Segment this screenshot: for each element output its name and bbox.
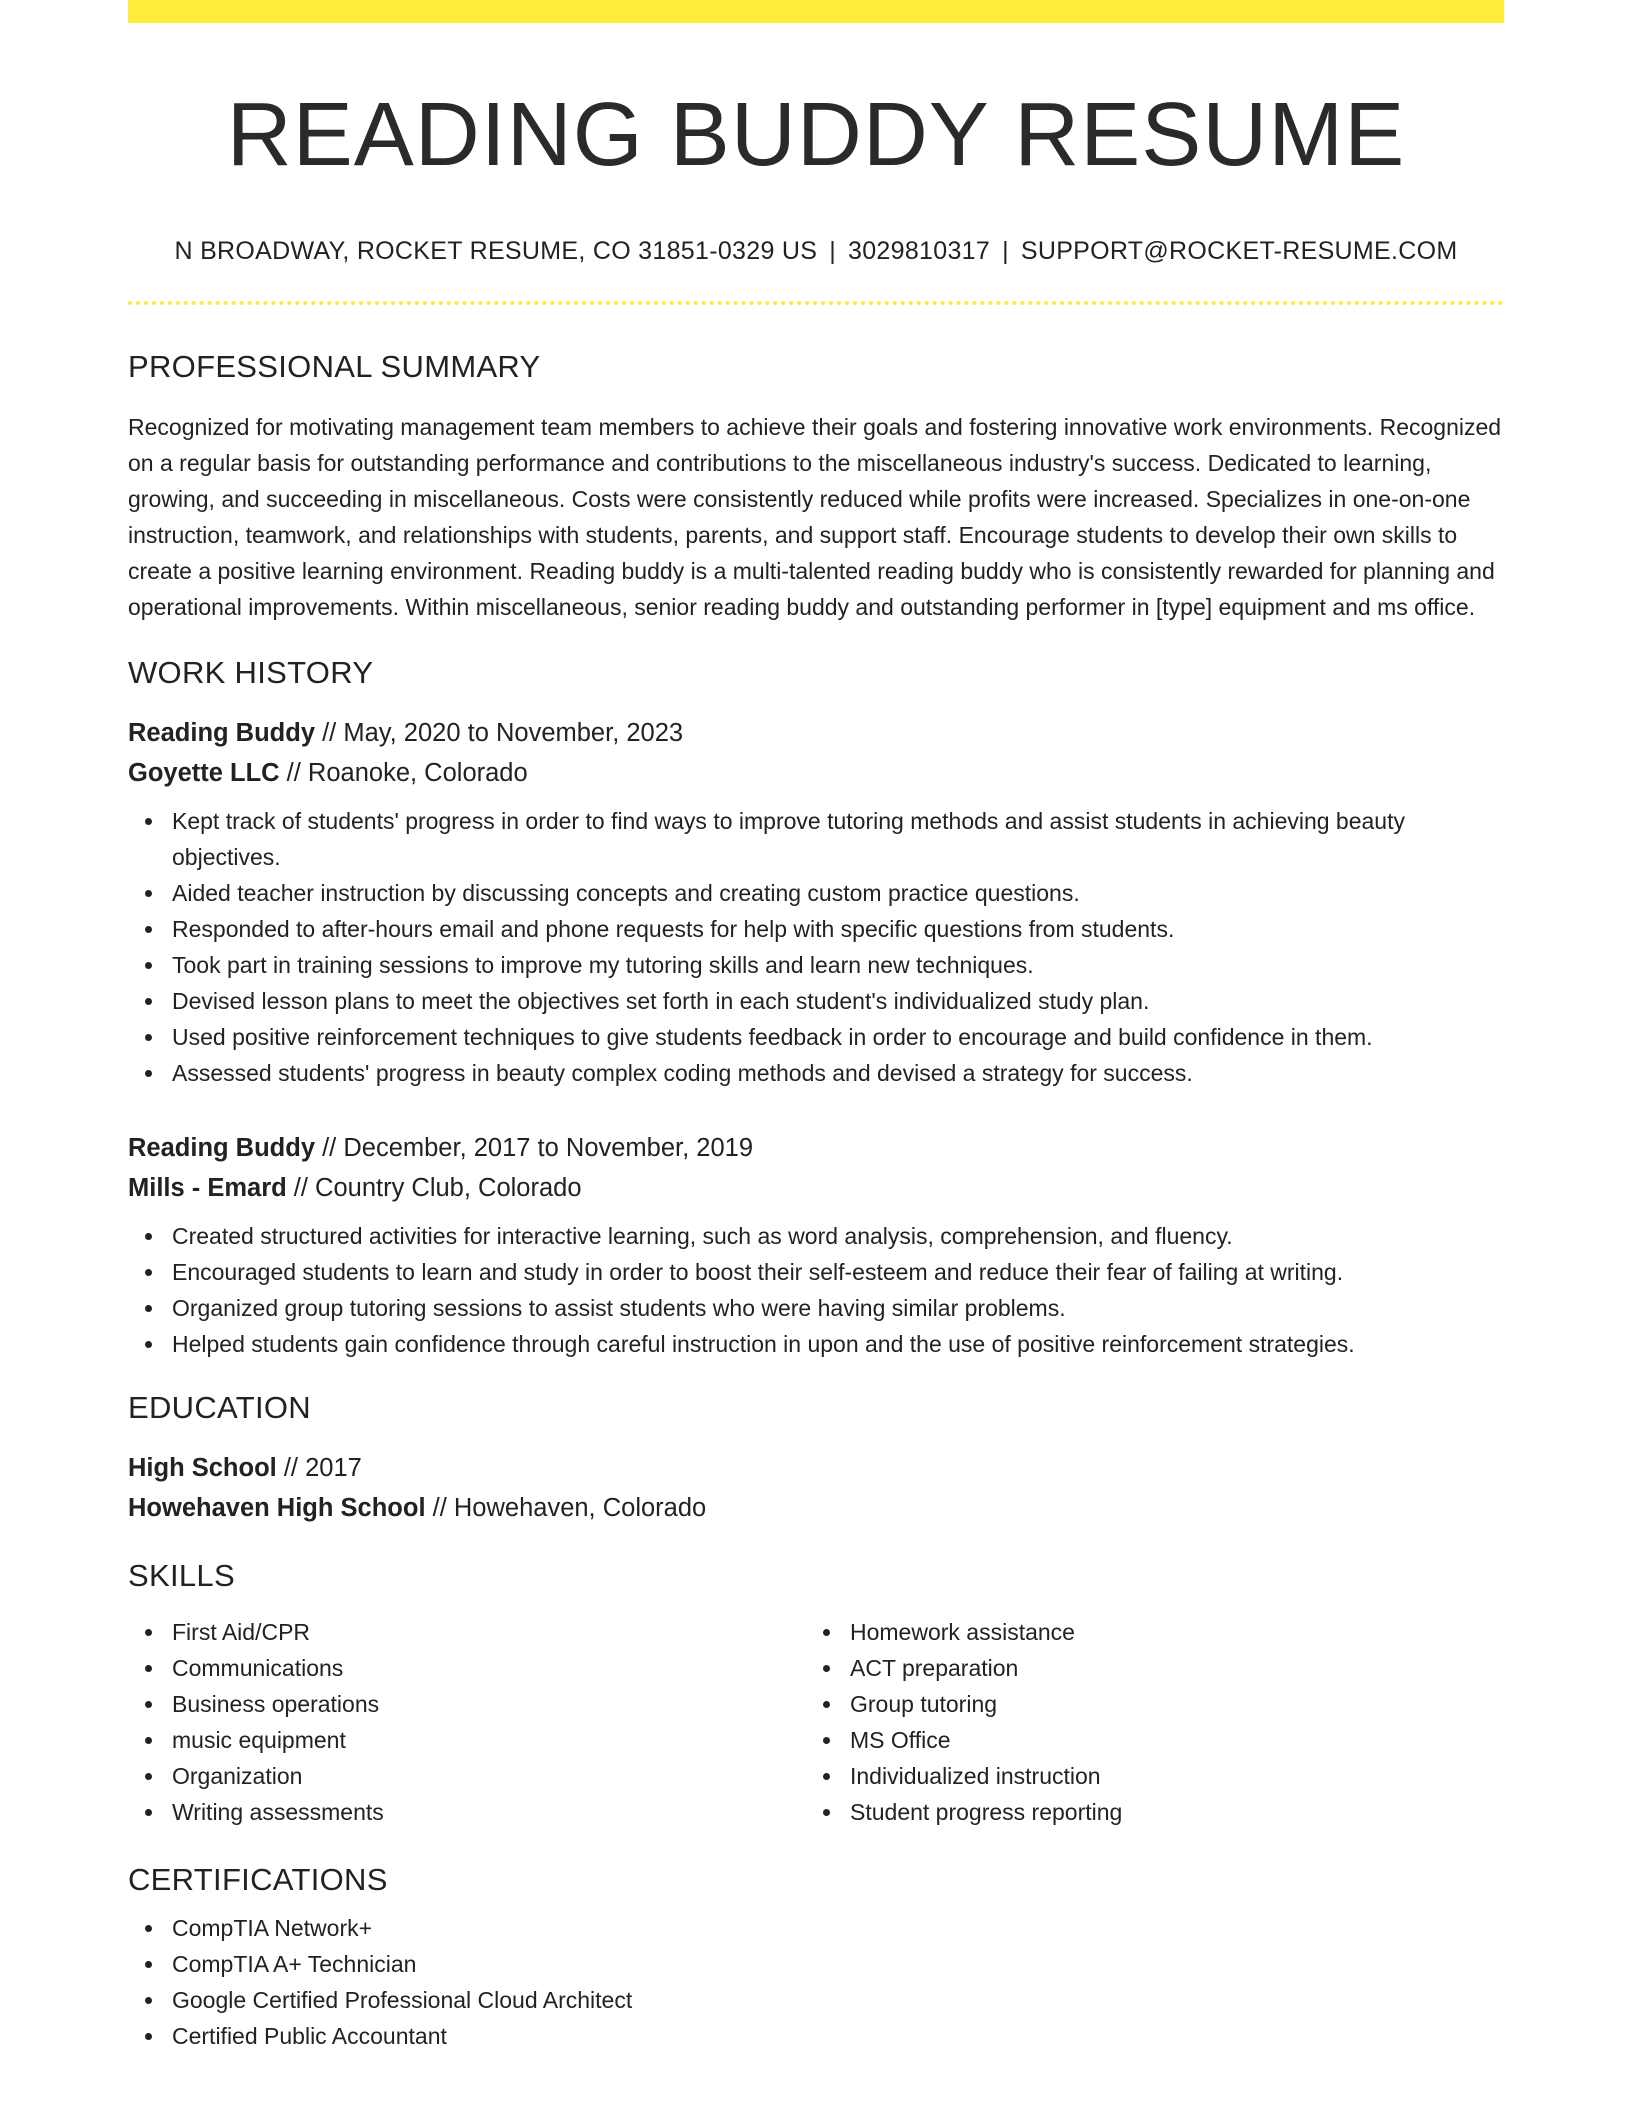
job-duties-list xyxy=(128,1218,1504,1362)
contact-separator: | xyxy=(829,237,837,265)
contact-line xyxy=(128,235,1504,267)
skill-item: Group tutoring xyxy=(806,1686,1484,1722)
summary-text: Recognized for motivating management team members to achieve their goals and fostering innovative work environments. Recognized on a regular basis for outstanding performance and contributions to the miscellaneous industry's success. Dedicated to learning, growing, and succeeding in miscellaneous. Costs were consistently reduced while profits were increased. Specializes in one-on-one instruction, teamwork, and relationships with students, parents, and support staff. Encourage students to develop their own skills to create a positive learning environment. Reading buddy is a multi-talented reading buddy who is consistently rewarded for planning and operational improvements. Within miscellaneous, senior reading buddy and outstanding performer in [type] equipment and ms office. xyxy=(128,414,1502,620)
job-duty: Created structured activities for interactive learning, such as word analysis, comprehension, and fluency. xyxy=(128,1218,1504,1254)
education-school-line xyxy=(128,1488,1504,1528)
education-school: Howehaven High School xyxy=(128,1494,426,1522)
job-dates: // May, 2020 to November, 2023 xyxy=(315,719,684,747)
contact-phone: 3029810317 xyxy=(848,237,991,265)
skill-item: Individualized instruction xyxy=(806,1758,1484,1794)
skills-list-right xyxy=(806,1614,1484,1830)
resume-page xyxy=(128,0,1504,2054)
work-history-heading: WORK HISTORY xyxy=(128,655,374,690)
skill-item: Writing assessments xyxy=(128,1794,806,1830)
job-entry xyxy=(128,1128,1504,1362)
skills-columns xyxy=(128,1614,1504,1830)
skill-item: Student progress reporting xyxy=(806,1794,1484,1830)
certification-item: CompTIA A+ Technician xyxy=(128,1946,1504,1982)
job-company-line xyxy=(128,753,1504,793)
education-heading: EDUCATION xyxy=(128,1390,311,1425)
contact-address: N BROADWAY, ROCKET RESUME, CO 31851-0329 US xyxy=(174,237,818,265)
job-duty: Encouraged students to learn and study in order to boost their self-esteem and reduce their fear of failing at writing. xyxy=(128,1254,1504,1290)
skill-item: ACT preparation xyxy=(806,1650,1484,1686)
job-title: Reading Buddy xyxy=(128,719,316,747)
top-accent-bar xyxy=(128,0,1504,23)
certification-item: Google Certified Professional Cloud Architect xyxy=(128,1982,1504,2018)
skill-item: Business operations xyxy=(128,1686,806,1722)
education-year: // 2017 xyxy=(276,1454,362,1482)
summary-heading: PROFESSIONAL SUMMARY xyxy=(128,349,541,384)
education-degree-line xyxy=(128,1448,1504,1488)
job-duty: Devised lesson plans to meet the objectives set forth in each student's individualized study plan. xyxy=(128,983,1504,1019)
job-duty: Used positive reinforcement techniques to give students feedback in order to encourage and build confidence in them. xyxy=(128,1019,1504,1055)
job-location: // Country Club, Colorado xyxy=(286,1174,582,1202)
job-title-line xyxy=(128,713,1504,753)
job-title: Reading Buddy xyxy=(128,1134,316,1162)
skills-list-left xyxy=(128,1614,806,1830)
dotted-divider xyxy=(128,301,1504,305)
skill-item: First Aid/CPR xyxy=(128,1614,806,1650)
job-duties-list xyxy=(128,803,1504,1091)
certifications-list xyxy=(128,1910,1504,2054)
job-company: Mills - Emard xyxy=(128,1174,287,1202)
education-location: // Howehaven, Colorado xyxy=(425,1494,707,1522)
job-duty: Aided teacher instruction by discussing concepts and creating custom practice questions. xyxy=(128,875,1504,911)
job-title-line xyxy=(128,1128,1504,1168)
job-duty: Helped students gain confidence through careful instruction in upon and the use of positive reinforcement strategies. xyxy=(128,1326,1504,1362)
skill-item: music equipment xyxy=(128,1722,806,1758)
skills-heading: SKILLS xyxy=(128,1558,235,1593)
contact-email: SUPPORT@ROCKET-RESUME.COM xyxy=(1020,237,1458,265)
skill-item: MS Office xyxy=(806,1722,1484,1758)
job-duty: Took part in training sessions to improve my tutoring skills and learn new techniques. xyxy=(128,947,1504,983)
job-location: // Roanoke, Colorado xyxy=(279,759,528,787)
skill-item: Communications xyxy=(128,1650,806,1686)
certification-item: CompTIA Network+ xyxy=(128,1910,1504,1946)
job-duty: Assessed students' progress in beauty complex coding methods and devised a strategy for success. xyxy=(128,1055,1504,1091)
job-company-line xyxy=(128,1168,1504,1208)
job-duty: Organized group tutoring sessions to assist students who were having similar problems. xyxy=(128,1290,1504,1326)
job-duty: Responded to after-hours email and phone requests for help with specific questions from students. xyxy=(128,911,1504,947)
job-duty: Kept track of students' progress in order to find ways to improve tutoring methods and assist students in achieving beauty objectives. xyxy=(128,803,1504,875)
job-dates: // December, 2017 to November, 2019 xyxy=(315,1134,754,1162)
job-entry xyxy=(128,713,1504,1091)
job-company: Goyette LLC xyxy=(128,759,280,787)
certifications-heading: CERTIFICATIONS xyxy=(128,1862,388,1897)
contact-separator: | xyxy=(1002,237,1009,265)
certification-item: Certified Public Accountant xyxy=(128,2018,1504,2054)
skill-item: Homework assistance xyxy=(806,1614,1484,1650)
education-degree: High School xyxy=(128,1454,277,1482)
skill-item: Organization xyxy=(128,1758,806,1794)
resume-title: READING BUDDY RESUME xyxy=(226,85,1406,185)
